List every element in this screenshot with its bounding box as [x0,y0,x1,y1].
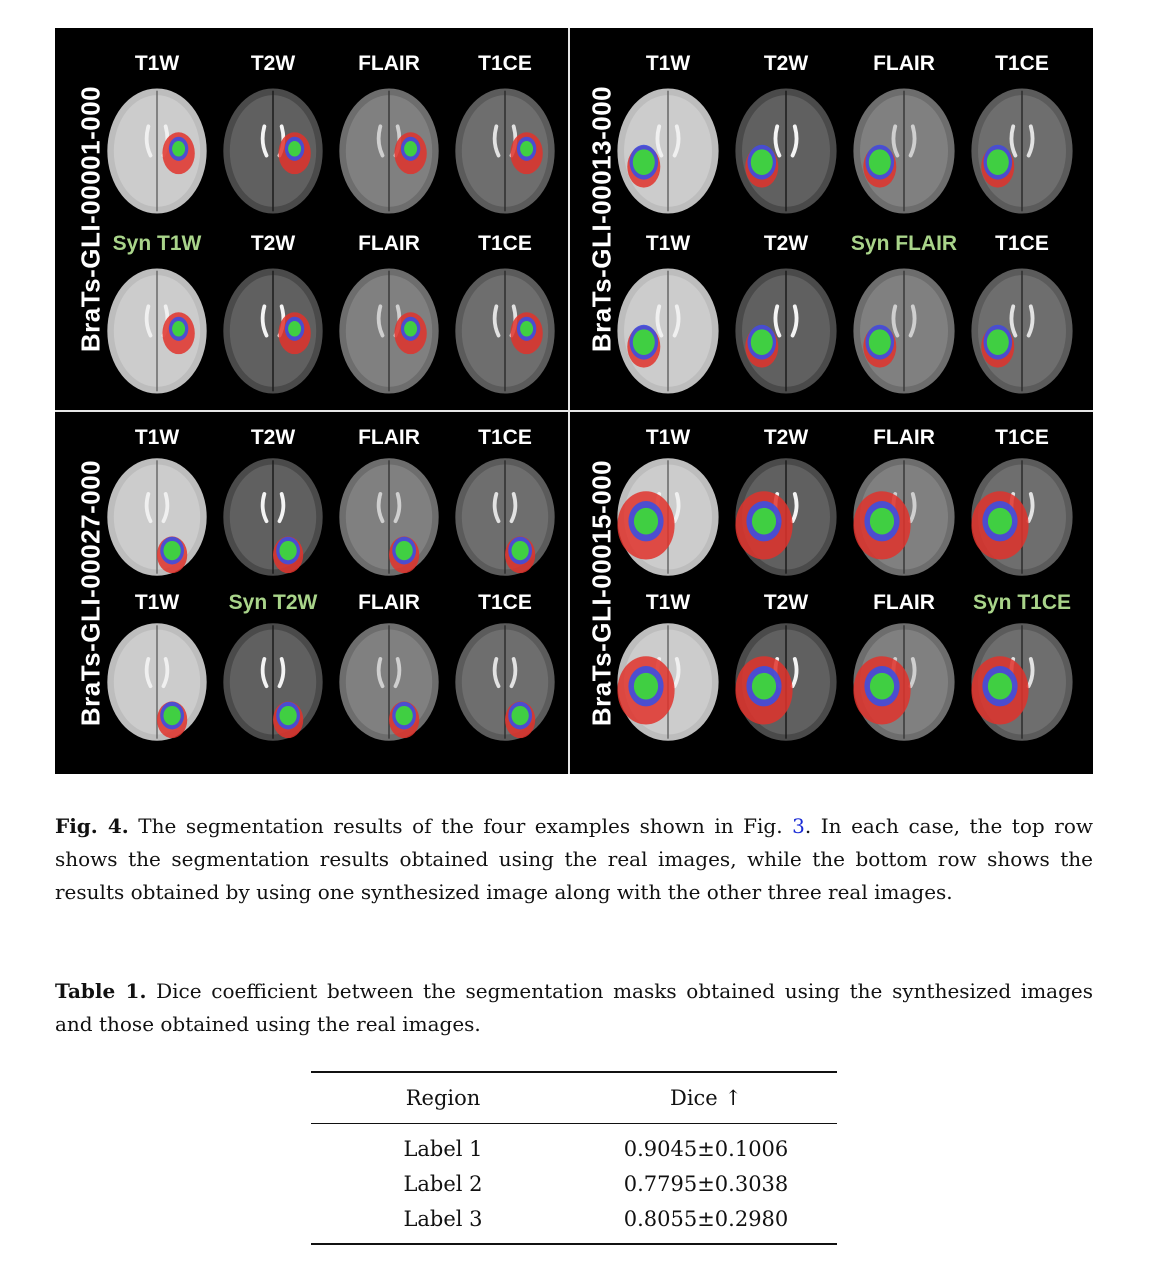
case-panel [55,28,568,410]
synthesized-images-row [570,589,1093,765]
modality-panel [845,424,963,600]
synthesized-modality-label: Syn T1W [112,232,202,255]
modality-panel [447,424,563,600]
synthesized-modality-label: Syn FLAIR [850,232,958,255]
brain-slice-image [849,84,959,218]
real-images-row [570,424,1093,600]
cell-region: Label 1 [403,1136,483,1161]
modality-panel [845,589,963,765]
case-id-text: BraTs-GLI-00013-000 [586,85,617,353]
brain-image-frame [967,454,1077,580]
brain-image-frame [731,84,841,218]
real-images-row [55,424,568,600]
modality-label: T2W [763,426,809,449]
brain-image-frame [849,84,959,218]
header-dice: Dice ↑ [669,1086,742,1110]
necrotic-core-mask [751,329,773,355]
header-region: Region [405,1086,481,1110]
brain-slice-image [103,264,211,398]
cell-dice: 0.7795±0.3038 [623,1171,789,1196]
figure-caption [55,810,1093,909]
modality-panel [609,230,727,406]
modality-panel [727,589,845,765]
brain-slice-image [103,84,211,218]
brain-slice-image [731,84,841,218]
brain-image-frame [613,264,723,398]
necrotic-core-mask [172,321,185,336]
brain-slice-image [451,264,559,398]
modality-panel [215,589,331,765]
necrotic-core-mask [288,141,301,156]
modality-label: T2W [250,52,296,75]
necrotic-core-mask [869,149,891,175]
brain-image-frame [103,264,211,398]
modality-panel [447,230,563,406]
brain-image-frame [451,84,559,218]
modality-panel [727,50,845,226]
necrotic-core-mask [288,321,301,336]
brain-image-frame [451,619,559,745]
modality-label: T1CE [478,591,532,614]
figure-reference-link[interactable]: 3 [792,814,805,838]
figure-caption-text-2: . In each case, the top row shows the segmentation results obtained using the real images, while the bottom row shows the results obtained by using one synthesized image along with the other three real images. [55,814,1093,904]
modality-label: T1CE [478,232,532,255]
synthesized-images-row [55,589,568,765]
modality-panel [99,589,215,765]
modality-label: T2W [763,232,809,255]
brain-slice-image [731,619,841,745]
table-caption-label: Table 1. [55,979,147,1003]
modality-panel [99,230,215,406]
modality-panel [447,589,563,765]
modality-panel [727,230,845,406]
brain-slice-image [967,84,1077,218]
necrotic-core-mask [511,706,528,725]
necrotic-core-mask [751,149,773,175]
synthesized-images-row [55,230,568,406]
modality-panel [963,50,1081,226]
modality-label: T2W [763,52,809,75]
necrotic-core-mask [987,329,1009,355]
necrotic-core-mask [633,329,655,355]
real-images-row [55,50,568,226]
necrotic-core-mask [520,321,533,336]
brain-slice-image [613,264,723,398]
brain-image-frame [335,619,443,745]
modality-panel [331,50,447,226]
necrotic-core-mask [395,706,412,725]
brain-slice-image [335,84,443,218]
modality-label: T1W [645,426,691,449]
necrotic-core-mask [752,673,776,700]
brain-slice-image [451,454,559,580]
modality-panel [99,50,215,226]
modality-panel [331,424,447,600]
modality-label: T1W [134,52,180,75]
necrotic-core-mask [634,508,658,535]
modality-label: FLAIR [873,52,935,75]
brain-slice-image [613,84,723,218]
brain-slice-image [849,264,959,398]
necrotic-core-mask [279,706,296,725]
modality-label: T1W [134,426,180,449]
necrotic-core-mask [870,508,894,535]
table-row [311,1201,837,1244]
brain-image-frame [967,84,1077,218]
necrotic-core-mask [988,673,1012,700]
necrotic-core-mask [163,541,180,560]
brain-image-frame [335,84,443,218]
table-caption [55,975,1093,1041]
brain-slice-image [451,84,559,218]
necrotic-core-mask [633,149,655,175]
modality-panel [447,50,563,226]
modality-label: T2W [763,591,809,614]
cell-region: Label 3 [403,1206,483,1231]
modality-panel [609,50,727,226]
brain-image-frame [451,264,559,398]
synthesized-modality-label: Syn T1CE [972,591,1072,614]
brain-image-frame [967,619,1077,745]
synthesized-images-row [570,230,1093,406]
necrotic-core-mask [511,541,528,560]
necrotic-core-mask [163,706,180,725]
modality-label: FLAIR [358,426,420,449]
modality-label: T1CE [478,426,532,449]
modality-label: T1W [645,591,691,614]
modality-label: T1W [645,232,691,255]
necrotic-core-mask [752,508,776,535]
modality-label: T2W [250,426,296,449]
brain-image-frame [219,84,327,218]
brain-slice-image [219,454,327,580]
brain-image-frame [849,264,959,398]
modality-panel [99,424,215,600]
necrotic-core-mask [870,673,894,700]
brain-slice-image [103,454,211,580]
brain-image-frame [219,264,327,398]
modality-panel [963,230,1081,406]
necrotic-core-mask [404,141,417,156]
modality-panel [215,230,331,406]
case-id-text: BraTs-GLI-00015-000 [586,459,617,727]
modality-label: FLAIR [358,591,420,614]
brain-slice-image [219,264,327,398]
brain-slice-image [219,619,327,745]
brain-slice-image [731,264,841,398]
brain-image-frame [967,264,1077,398]
brain-slice-image [335,454,443,580]
brain-image-frame [731,264,841,398]
modality-label: T1W [645,52,691,75]
modality-panel [609,424,727,600]
necrotic-core-mask [404,321,417,336]
modality-panel [215,50,331,226]
figure-caption-label: Fig. 4. [55,814,129,838]
brain-image-frame [219,454,327,580]
modality-label: FLAIR [358,52,420,75]
brain-slice-image [849,619,959,745]
brain-slice-image [335,619,443,745]
necrotic-core-mask [988,508,1012,535]
case-id-text: BraTs-GLI-00001-000 [75,85,106,353]
modality-label: T1CE [995,52,1049,75]
necrotic-core-mask [172,141,185,156]
figure-caption-text-1: The segmentation results of the four examples shown in Fig. [128,814,793,838]
brain-slice-image [451,619,559,745]
table-caption-text: Dice coefficient between the segmentation masks obtained using the synthesized images and those obtained using the real images. [55,979,1093,1036]
modality-panel [845,50,963,226]
brain-image-frame [103,619,211,745]
modality-panel [963,589,1081,765]
modality-label: FLAIR [358,232,420,255]
brain-slice-image [335,264,443,398]
brain-slice-image [967,264,1077,398]
necrotic-core-mask [279,541,296,560]
brain-image-frame [335,454,443,580]
modality-panel [331,589,447,765]
modality-panel [331,230,447,406]
cell-dice: 0.8055±0.2980 [623,1206,789,1231]
necrotic-core-mask [869,329,891,355]
brain-image-frame [335,264,443,398]
modality-label: T1CE [995,232,1049,255]
segmentation-figure [55,28,1093,774]
modality-label: T1W [134,591,180,614]
case-panel [570,412,1093,774]
real-images-row [570,50,1093,226]
modality-panel [845,230,963,406]
cell-region: Label 2 [403,1171,483,1196]
brain-slice-image [613,619,723,745]
brain-slice-image [219,84,327,218]
modality-panel [609,589,727,765]
table-row [311,1124,837,1167]
cell-dice: 0.9045±0.1006 [623,1136,789,1161]
brain-slice-image [613,454,723,580]
brain-image-frame [613,454,723,580]
brain-image-frame [103,84,211,218]
modality-panel [727,424,845,600]
table-row [311,1166,837,1201]
brain-image-frame [103,454,211,580]
case-panel [55,412,568,774]
modality-label: T2W [250,232,296,255]
brain-slice-image [849,454,959,580]
modality-panel [963,424,1081,600]
dice-results-table [311,1071,837,1245]
modality-label: FLAIR [873,591,935,614]
brain-image-frame [613,84,723,218]
brain-slice-image [967,454,1077,580]
brain-image-frame [849,619,959,745]
modality-panel [215,424,331,600]
brain-image-frame [451,454,559,580]
table-header-row [311,1072,837,1124]
synthesized-modality-label: Syn T2W [228,591,318,614]
modality-label: T1CE [995,426,1049,449]
brain-image-frame [731,454,841,580]
brain-image-frame [219,619,327,745]
modality-label: FLAIR [873,426,935,449]
modality-label: T1CE [478,52,532,75]
brain-image-frame [613,619,723,745]
necrotic-core-mask [395,541,412,560]
brain-slice-image [967,619,1077,745]
brain-slice-image [103,619,211,745]
brain-slice-image [731,454,841,580]
case-id-text: BraTs-GLI-00027-000 [75,459,106,727]
necrotic-core-mask [987,149,1009,175]
necrotic-core-mask [634,673,658,700]
case-panel [570,28,1093,410]
brain-image-frame [849,454,959,580]
brain-image-frame [731,619,841,745]
necrotic-core-mask [520,141,533,156]
